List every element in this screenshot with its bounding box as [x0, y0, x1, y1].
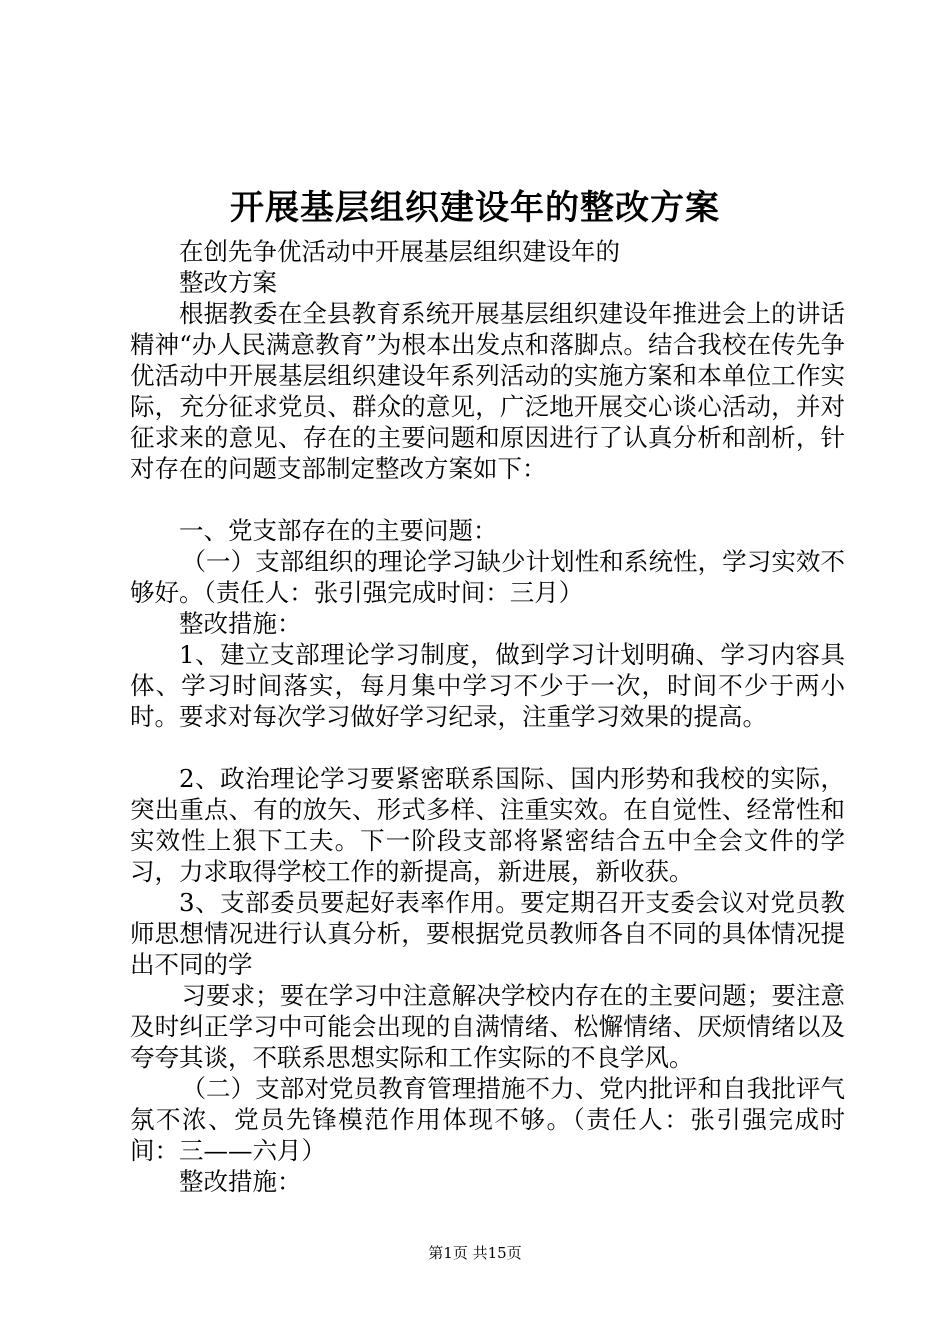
- document-body: [130, 236, 845, 1197]
- measure-item-2: 2、政治理论学习要紧密联系国际、国内形势和我校的实际，突出重点、有的放矢、形式多样、注重实效。在自觉性、经常性和实效性上狠下工夫。下一阶段支部将紧密结合五中全会文件的学习，力求取得学校工作的新提高，新进展，新收获。: [130, 764, 845, 886]
- document-title: 开展基层组织建设年的整改方案: [230, 188, 720, 228]
- measure-item-3-continued: 习要求；要在学习中注意解决学校内存在的主要问题；要注意及时纠正学习中可能会出现的自满情绪、松懈情绪、厌烦情绪以及夸夸其谈，不联系思想实际和工作实际的不良学风。: [130, 981, 845, 1072]
- section-heading-problems: 一、党支部存在的主要问题：: [179, 516, 498, 545]
- intro-paragraph: 根据教委在全县教育系统开展基层组织建设年推进会上的讲话精神“办人民满意教育”为根本出发点和落脚点。结合我校在传先争优活动中开展基层组织建设年系列活动的实施方案和本单位工作实际，充分征求党员、群众的意见，广泛地开展交心谈心活动，并对征求来的意见、存在的主要问题和原因进行了认真分析和剖析，针对存在的问题支部制定整改方案如下：: [130, 299, 845, 483]
- measure-item-1: 1、建立支部理论学习制度，做到学习计划明确、学习内容具体、学习时间落实，每月集中学习不少于一次，时间不少于两小时。要求对每次学习做好学习纪录，注重学习效果的提高。: [130, 640, 845, 731]
- paragraph-gap: [130, 732, 845, 763]
- measures-heading-2: 整改措施：: [179, 1167, 302, 1196]
- paragraph-gap: [130, 484, 845, 515]
- page-footer: 第1页 共15页: [428, 1244, 522, 1262]
- subtitle-line-1: 在创先争优活动中开展基层组织建设年的: [179, 237, 620, 266]
- problem-2: （二）支部对党员教育管理措施不力、党内批评和自我批评气氛不浓、党员先锋模范作用体现不够。（责任人：张引强完成时间：三——六月）: [130, 1074, 845, 1165]
- measures-heading-1: 整改措施：: [179, 609, 302, 638]
- measure-item-3: 3、支部委员要起好表率作用。要定期召开支委会议对党员教师思想情况进行认真分析，要根据党员教师各自不同的具体情况提出不同的学: [130, 888, 845, 979]
- subtitle-line-2: 整改方案: [179, 268, 277, 297]
- problem-1: （一）支部组织的理论学习缺少计划性和系统性，学习实效不够好。（责任人：张引强完成时间：三月）: [130, 547, 845, 607]
